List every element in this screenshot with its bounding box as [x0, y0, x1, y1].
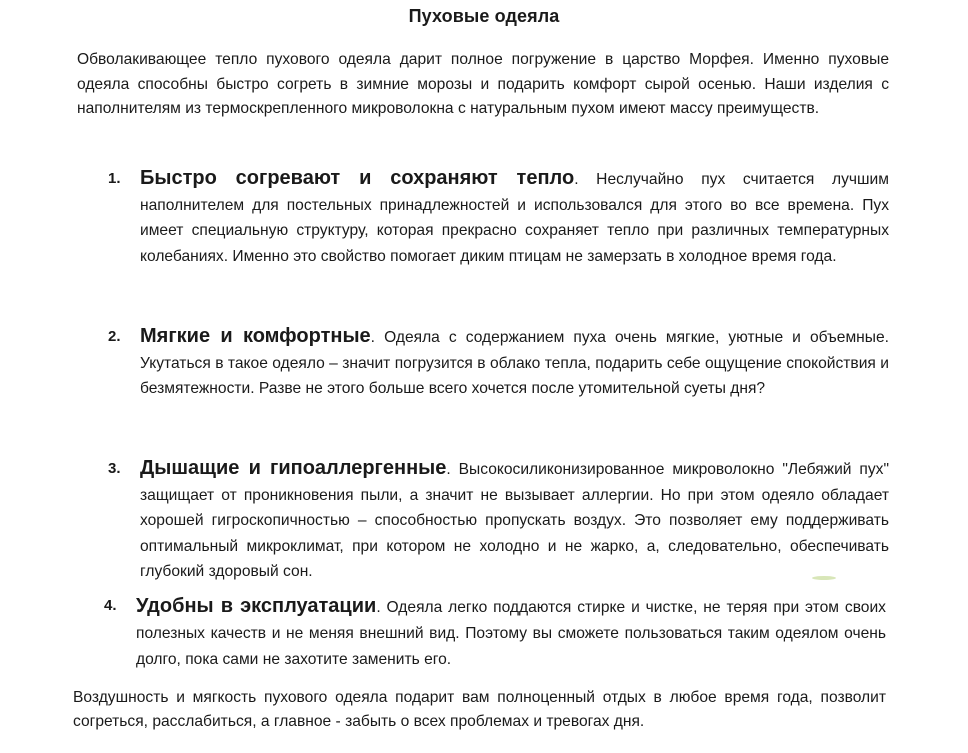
- list-item-text: . Неслучайно пух считается лучшим наполнителем для постельных принадлежностей и использовался для этого во все времена. Пух имеет специальную структуру, которая прекрасно сохраняет тепло при различных температурных колебаниях. Именно это свойство помогает диким птицам не замерзать в холодное время года.: [140, 171, 889, 265]
- list-item-number: 2.: [108, 328, 121, 345]
- list-item-number: 4.: [104, 597, 117, 614]
- list-item-text: . Одеяла легко поддаются стирке и чистке, не теряя при этом своих полезных качеств и не меняя внешний вид. Поэтому вы сможете пользоваться таким одеялом очень долго, пока сами не захотите заменить его.: [136, 599, 886, 668]
- list-item-text: . Одеяла с содержанием пуха очень мягкие, уютные и объемные. Укутаться в такое одеяло – значит погрузится в облако тепла, подарить себе ощущение спокойствия и безмятежности. Разве не этого больше всего хочется после утомительной суеты дня?: [140, 329, 889, 397]
- list-item-heading: Быстро согревают и сохраняют тепло: [140, 167, 575, 189]
- intro-paragraph: Обволакивающее тепло пухового одеяла дарит полное погружение в царство Морфея. Именно пуховые одеяла способны быстро согреть в зимние морозы и подарить комфорт сырой осенью. Наши изделия с наполнителям из термоскрепленного микроволокна с натуральным пухом имеют массу преимуществ.: [77, 51, 889, 117]
- list-item-body: [140, 456, 889, 585]
- list-item-body: [136, 593, 886, 673]
- list-item-heading: Дышащие и гипоаллергенные: [140, 457, 447, 479]
- list-item-number: 1.: [108, 170, 121, 187]
- closing-paragraph: Воздушность и мягкость пухового одеяла подарит вам полноценный отдых в любое время года, позволит согреться, расслабиться, а главное - забыть о всех проблемах и тревогах дня.: [73, 689, 886, 730]
- list-item-heading: Мягкие и комфортные: [140, 325, 371, 347]
- list-item-text: . Высокосиликонизированное микроволокно "Лебяжий пух" защищает от проникновения пыли, а значит не вызывает аллергии. Но при этом одеяло обладает хорошей гигроскопичностью – способностью пропускать воздух. Это позволяет ему поддерживать оптимальный микроклимат, при котором не холодно и не жарко, а, следовательно, обеспечивать глубокий здоровый сон.: [140, 461, 889, 580]
- list-item-heading: Удобны в эксплуатации: [136, 595, 377, 617]
- list-item-body: [140, 166, 889, 269]
- document-title: Пуховые одеяла: [408, 6, 560, 26]
- list-item-number: 3.: [108, 460, 121, 477]
- decorative-mark: [812, 576, 836, 580]
- list-item-body: [140, 324, 889, 402]
